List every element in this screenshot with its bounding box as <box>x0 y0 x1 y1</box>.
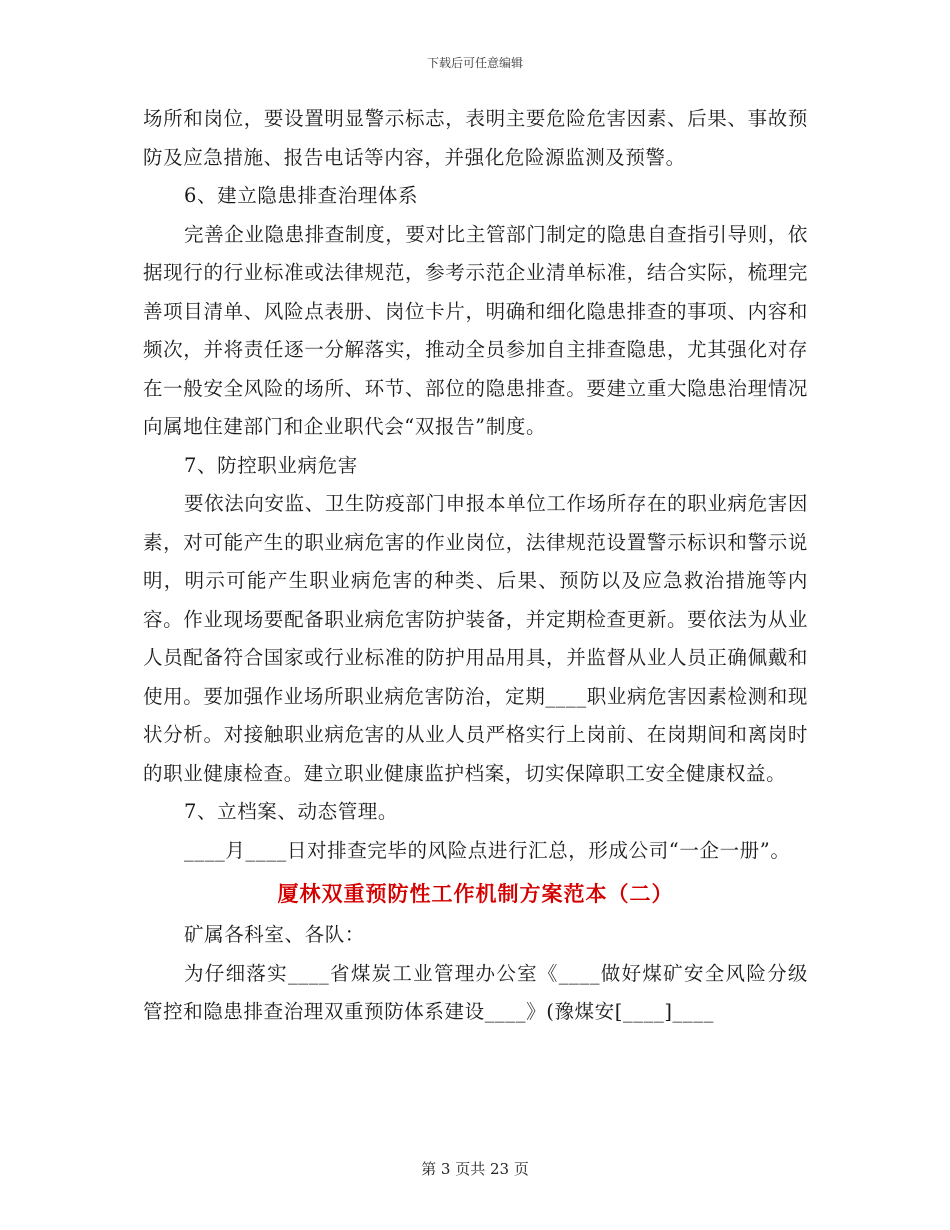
paragraph: 要依法向安监、卫生防疫部门申报本单位工作场所存在的职业病危害因素，对可能产生的职业病危害的作业岗位，法律规范设置警示标识和警示说明，明示可能产生职业病危害的种类、后果、预防以及应急救治措施等内容。作业现场要配备职业病危害防护装备，并定期检查更新。要依法为从业人员配备符合国家或行业标准的防护用品用具，并监督从业人员正确佩戴和使用。要加强作业场所职业病危害防治，定期____职业病危害因素检测和现状分析。对接触职业病危害的从业人员严格实行上岗前、在岗期间和离岗时的职业健康检查。建立职业健康监护档案，切实保障职工安全健康权益。 <box>143 492 808 785</box>
paragraph: 为仔细落实____省煤炭工业管理办公室《____做好煤矿安全风险分级管控和隐患排查治理双重预防体系建设____》(豫煤安[____]____ <box>143 961 808 1023</box>
section-heading-7b: 7、立档案、动态管理。 <box>184 800 399 823</box>
section-heading-7: 7、防控职业病危害 <box>184 453 358 477</box>
salutation: 矿属各科室、各队： <box>184 923 365 946</box>
page-footer: 第 3 页共 23 页 <box>421 1160 529 1178</box>
document-body <box>143 100 808 1032</box>
document-title: 厦林双重预防性工作机制方案范本（二） <box>277 881 674 906</box>
paragraph: 完善企业隐患排查制度，要对比主管部门制定的隐患自查指引导则，依据现行的行业标准或法律规范，参考示范企业清单标准，结合实际，梳理完善项目清单、风险点表册、岗位卡片，明确和细化隐患排查的事项、内容和频次，并将责任逐一分解落实，推动全员参加自主排查隐患，尤其强化对存在一般安全风险的场所、环节、部位的隐患排查。要建立重大隐患治理情况向属地住建部门和企业职代会“双报告”制度。 <box>143 222 808 438</box>
page-header: 下载后可任意编辑 <box>426 56 523 70</box>
section-heading-6: 6、建立隐患排查治理体系 <box>184 184 419 207</box>
paragraph: ____月____日对排查完毕的风险点进行汇总，形成公司“一企一册”。 <box>184 838 791 862</box>
paragraph: 场所和岗位，要设置明显警示标志，表明主要危险危害因素、后果、事故预防及应急措施、报告电话等内容，并强化危险源监测及预警。 <box>143 107 808 169</box>
